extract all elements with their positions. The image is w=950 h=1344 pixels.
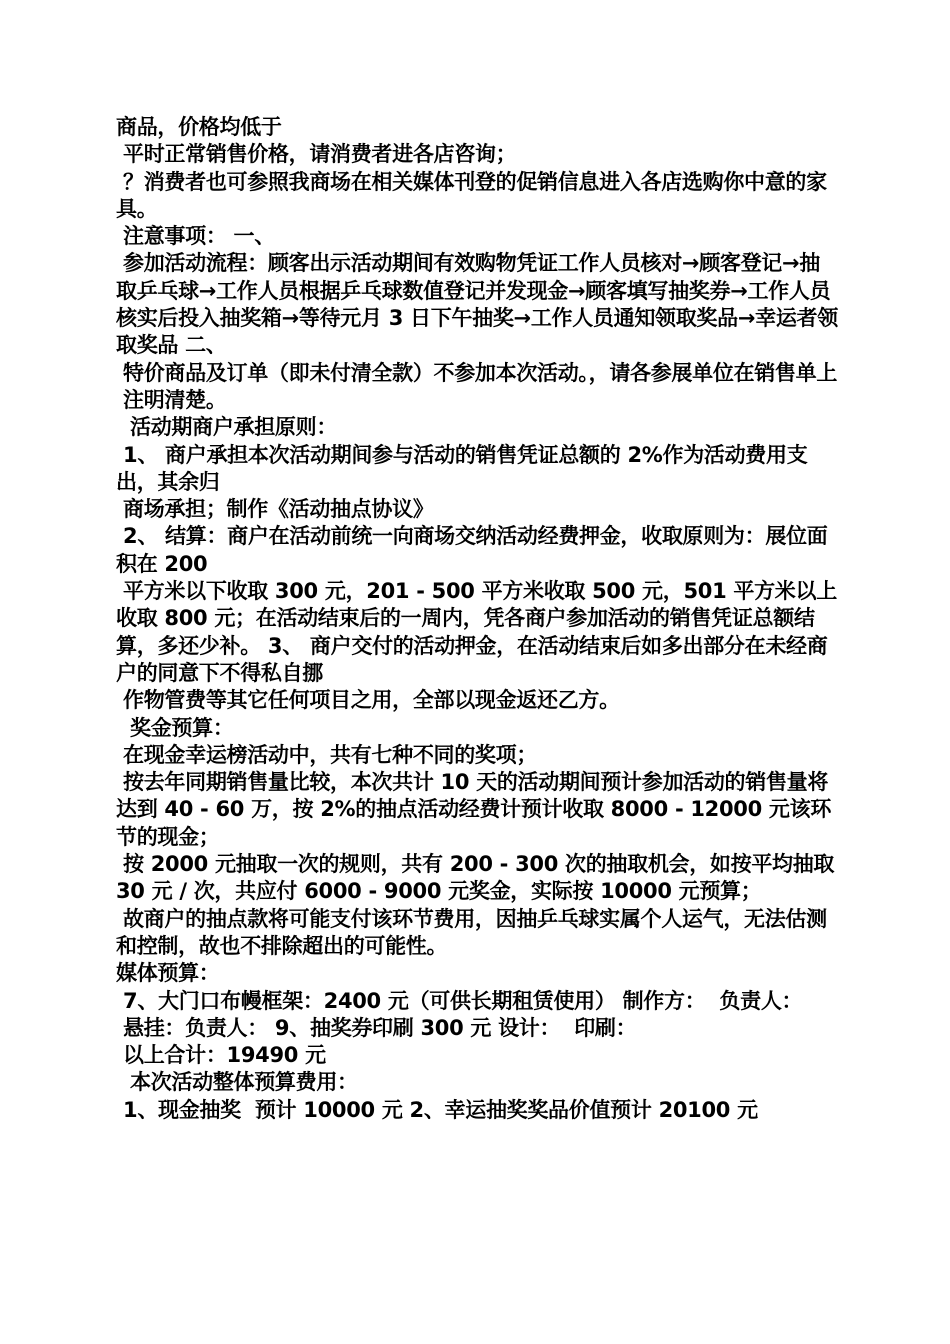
text-line: 按去年同期销售量比较，本次共计 10 天的活动期间预计参加活动的销售量将达到 40 - 60 万，按 2%的抽点活动经费计预计收取 8000 - 12000 元该环节的现金；	[116, 770, 832, 849]
text-line: 悬挂：负责人： 9、抽奖券印刷 300 元 设计： 印刷：	[116, 1015, 637, 1040]
text-line: 故商户的抽点款将可能支付该环节费用，因抽乒乓球实属个人运气，无法估测和控制，故也不排除超出的可能性。	[116, 906, 827, 958]
text-line: 1、现金抽奖 预计 10000 元 2、幸运抽奖奖品价值预计 20100 元	[116, 1097, 758, 1122]
text-line: 奖金预算：	[116, 715, 234, 740]
text-line: 在现金幸运榜活动中，共有七种不同的奖项；	[116, 742, 538, 767]
text-line: 作物管费等其它任何项目之用，全部以现金返还乙方。	[116, 688, 620, 713]
document-body	[116, 114, 842, 1124]
text-line: ？消费者也可参照我商场在相关媒体刊登的促销信息进入各店选购你中意的家具。	[116, 169, 827, 221]
text-line: 参加活动流程：顾客出示活动期间有效购物凭证工作人员核对→顾客登记→抽取乒乓球→工作人员根据乒乓球数值登记并发现金→顾客填写抽奖券→工作人员核实后投入抽奖箱→等待元月 3 日下午抽奖→工作人员通知领取奖品→幸运者领取奖品 二、	[116, 251, 838, 358]
text-line: 商品，价格均低于	[116, 115, 282, 139]
text-line: 按 2000 元抽取一次的规则，共有 200 - 300 次的抽取机会，如按平均抽取 30 元 / 次，共应付 6000 - 9000 元奖金，实际按 10000 元预算；	[116, 852, 842, 904]
text-line: 商场承担；制作《活动抽点协议》	[116, 497, 434, 522]
text-line: 1、 商户承担本次活动期间参与活动的销售凭证总额的 2%作为活动费用支出，其余归	[116, 442, 808, 494]
text-line: 平方米以下收取 300 元，201 - 500 平方米收取 500 元，501 平方米以上收取 800 元；在活动结束后的一周内，凭各商户参加活动的销售凭证总额结算，多还少补。 3、 商户交付的活动押金，在活动结束后如多出部分在未经商户的同意下不得私自挪	[116, 579, 837, 685]
text-line: 本次活动整体预算费用：	[116, 1070, 358, 1095]
text-line: 7、大门口布幔框架：2400 元（可供长期租赁使用） 制作方： 负责人：	[116, 988, 803, 1013]
text-line: 活动期商户承担原则：	[116, 415, 338, 440]
text-line: 注意事项： 一、	[116, 224, 275, 249]
text-line: 特价商品及订单（即未付清全款）不参加本次活动。，请各参展单位在销售单上	[116, 360, 838, 385]
text-line: 注明清楚。	[116, 387, 227, 412]
text-line: 2、 结算：商户在活动前统一向商场交纳活动经费押金，收取原则为：展位面积在 200	[116, 524, 828, 576]
text-line: 以上合计：19490 元	[116, 1043, 326, 1068]
text-line: 媒体预算：	[116, 961, 220, 986]
text-line: 平时正常销售价格，请消费者进各店咨询；	[116, 142, 517, 167]
